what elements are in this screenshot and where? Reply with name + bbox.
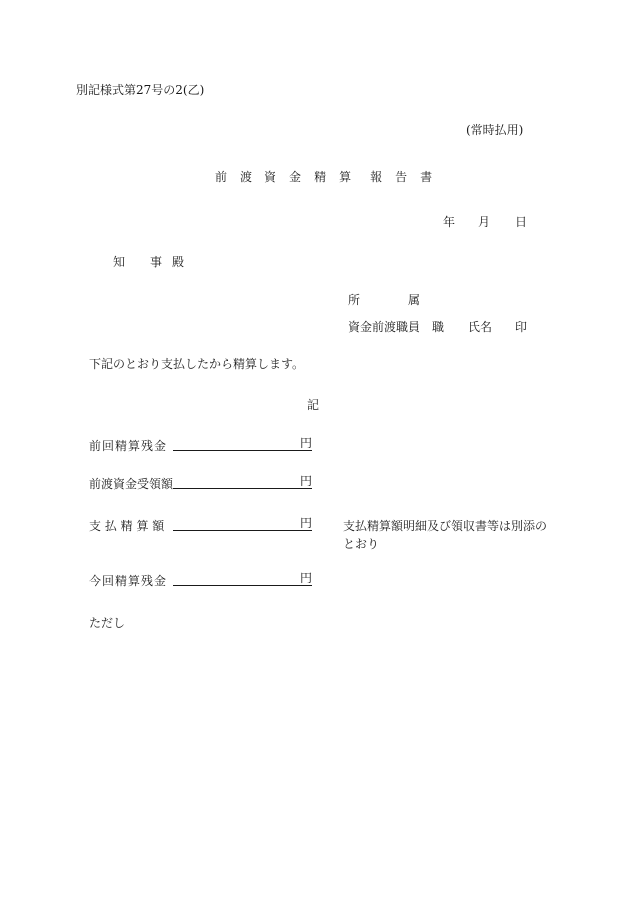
- month-label: 月: [478, 215, 491, 229]
- form-number: 別記様式第27号の2(乙): [76, 83, 205, 97]
- addressee-dono: 殿: [172, 255, 185, 269]
- title-char: 報: [370, 170, 383, 184]
- document-title: [215, 171, 432, 183]
- ki-heading: 記: [307, 398, 320, 412]
- row-label: 支 払 精 算 額: [89, 519, 165, 533]
- yen-unit: 円: [300, 516, 313, 530]
- row-label: 前回精算残金: [89, 439, 168, 453]
- payment-type: (常時払用): [466, 123, 524, 137]
- affiliation-label-2: 属: [408, 293, 421, 307]
- affiliation-label-1: 所: [348, 293, 361, 307]
- title-char: 前: [215, 170, 228, 184]
- day-label: 日: [515, 215, 528, 229]
- officer-shoku: 職: [432, 320, 445, 334]
- title-char: 書: [420, 170, 433, 184]
- addressee-chiji-1: 知: [113, 255, 126, 269]
- yen-unit: 円: [300, 474, 313, 488]
- amount-blank: [173, 572, 300, 586]
- addressee-chiji-2: 事: [150, 255, 163, 269]
- proviso-label: ただし: [89, 616, 126, 630]
- amount-blank: [173, 475, 300, 489]
- officer-name-label: 氏名: [468, 320, 493, 334]
- row-label: 前渡資金受領額: [89, 477, 174, 491]
- title-char: 告: [395, 170, 408, 184]
- title-char: 資: [264, 170, 277, 184]
- officer-title: 資金前渡職員: [348, 320, 421, 334]
- year-label: 年: [443, 215, 456, 229]
- title-char: 金: [289, 170, 302, 184]
- title-char: 渡: [240, 170, 253, 184]
- attachment-note: 支払精算額明細及び領収書等は別添のとおり: [343, 519, 548, 551]
- amount-blank: [173, 517, 300, 531]
- row-label: 今回精算残金: [89, 574, 168, 588]
- yen-unit: 円: [300, 571, 313, 585]
- seal-mark: 印: [515, 320, 528, 334]
- intro-text: 下記のとおり支払したから精算します。: [89, 357, 305, 371]
- amount-blank: [173, 437, 300, 451]
- yen-unit: 円: [300, 436, 313, 450]
- title-char: 精: [314, 170, 327, 184]
- title-char: 算: [339, 170, 352, 184]
